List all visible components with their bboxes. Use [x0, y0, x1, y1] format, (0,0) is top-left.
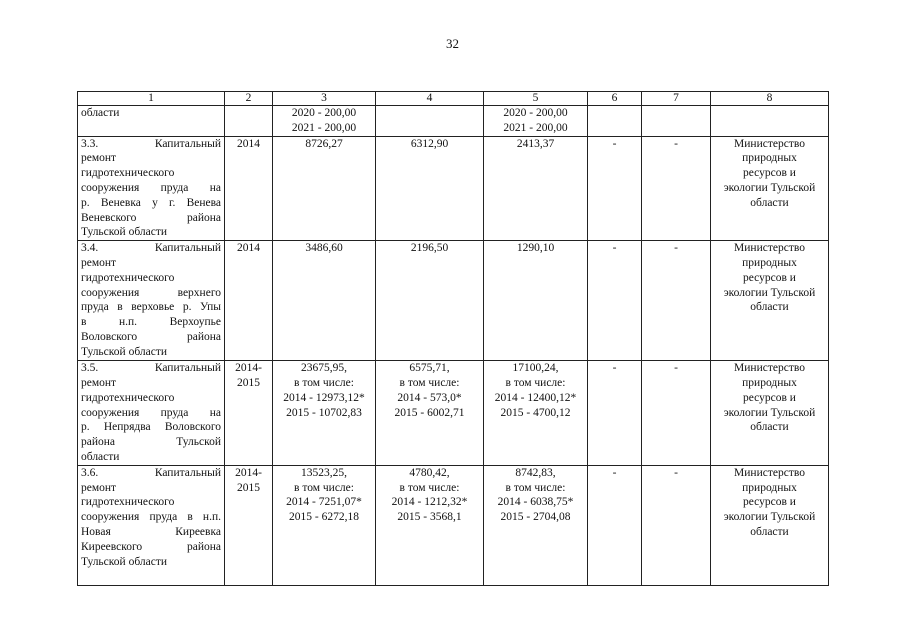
measure-name-cell-line: Киреевского района	[81, 540, 221, 553]
total-funding-cell-line: 8726,27	[305, 137, 343, 150]
responsible-executor-cell	[711, 136, 829, 241]
measure-name-cell	[78, 241, 225, 361]
regional-funding-cell-line: 8742,83,	[515, 466, 556, 479]
column-header-8: 8	[711, 92, 829, 106]
table-row	[78, 136, 829, 241]
total-funding-cell-line: 3486,60	[305, 242, 343, 255]
table-row	[78, 465, 829, 585]
federal-funding-cell-line: в том числе:	[399, 376, 460, 389]
total-funding-cell-line: 2014 - 12973,12*	[283, 391, 365, 404]
measure-name-cell-line: Новая Киреевка	[81, 525, 221, 538]
total-funding-cell	[273, 241, 376, 361]
header-row	[78, 92, 829, 106]
table-row	[78, 241, 829, 361]
responsible-executor-cell-line: природных	[742, 481, 797, 494]
measure-name-cell-line: Воловского района	[81, 330, 221, 343]
responsible-executor-cell-line: ресурсов и	[743, 391, 796, 404]
regional-funding-cell	[484, 361, 588, 466]
measure-name-cell-line: гидротехнического	[81, 391, 175, 404]
responsible-executor-cell-line: Министерство	[734, 242, 805, 255]
responsible-executor-cell-line: природных	[742, 152, 797, 165]
column-7-cell: -	[642, 465, 711, 585]
total-funding-cell	[273, 106, 376, 137]
responsible-executor-cell-line: области	[750, 525, 789, 538]
federal-funding-cell	[376, 465, 484, 585]
federal-funding-cell-line: в том числе:	[399, 481, 460, 494]
column-header-3: 3	[273, 92, 376, 106]
federal-funding-cell-line: 6312,90	[410, 137, 449, 150]
total-funding-cell	[273, 361, 376, 466]
measure-name-cell-line: сооружения пруда в н.п.	[81, 511, 221, 524]
responsible-executor-cell-line: области	[750, 421, 789, 434]
period-cell	[225, 241, 273, 361]
regional-funding-cell-line: 2413,37	[516, 137, 555, 150]
measure-name-cell-line: сооружения пруда на	[81, 406, 221, 419]
total-funding-cell-line: в том числе:	[294, 376, 354, 389]
responsible-executor-cell	[711, 106, 829, 137]
period-cell-line: 2014-	[235, 466, 262, 479]
total-funding-cell-line: 2014 - 7251,07*	[286, 496, 362, 509]
regional-funding-cell-line: 17100,24,	[512, 362, 559, 375]
measure-name-cell-line: 3.6. Капитальный	[81, 466, 221, 479]
measure-name-cell-line: ремонт	[81, 152, 117, 165]
responsible-executor-cell-line: Министерство	[734, 466, 805, 479]
period-cell-line: 2014	[237, 137, 260, 150]
regional-funding-cell	[484, 465, 588, 585]
column-header-6: 6	[588, 92, 642, 106]
measure-name-cell	[78, 106, 225, 137]
measure-name-cell-line: Тульской области	[81, 555, 168, 568]
responsible-executor-cell-line: экологии Тульской	[723, 286, 816, 299]
federal-funding-cell-line: 6575,71,	[409, 362, 450, 375]
table-row	[78, 106, 829, 137]
period-cell	[225, 361, 273, 466]
measure-name-cell-line: пруда в верховье р. Упы	[81, 301, 221, 314]
measure-name-cell-line: р. Непрядва Воловского	[81, 421, 221, 434]
total-funding-cell	[273, 465, 376, 585]
measure-name-cell-line: 3.5. Капитальный	[81, 362, 221, 375]
column-header-7: 7	[642, 92, 711, 106]
measure-name-cell-line: района Тульской	[81, 436, 221, 449]
column-6-cell: -	[588, 241, 642, 361]
table-body	[78, 106, 829, 586]
measure-name-cell-line: сооружения верхнего	[81, 286, 221, 299]
column-7-cell: -	[642, 241, 711, 361]
total-funding-cell-line: 2015 - 10702,83	[286, 406, 362, 419]
federal-funding-cell-line: 2014 - 573,0*	[397, 391, 462, 404]
column-header-1: 1	[78, 92, 225, 106]
regional-funding-cell	[484, 241, 588, 361]
measure-name-cell-line: гидротехнического	[81, 167, 175, 180]
period-cell-line: 2014	[237, 242, 260, 255]
federal-funding-cell-line: 2196,50	[410, 242, 449, 255]
period-cell-line: 2015	[237, 376, 260, 389]
federal-funding-cell	[376, 106, 484, 137]
measure-name-cell-line: 3.3. Капитальный	[81, 137, 221, 150]
measure-name-cell-line: сооружения пруда на	[81, 181, 221, 194]
period-cell	[225, 465, 273, 585]
table-row	[78, 361, 829, 466]
responsible-executor-cell-line: Министерство	[734, 137, 805, 150]
total-funding-cell-line: 2015 - 6272,18	[289, 511, 359, 524]
measure-name-cell-line: области	[81, 450, 120, 463]
federal-funding-cell-line: 2015 - 3568,1	[397, 511, 462, 524]
regional-funding-cell-line: в том числе:	[505, 481, 566, 494]
measure-name-cell-line: области	[81, 107, 120, 119]
measure-name-cell-line: ремонт	[81, 481, 117, 494]
responsible-executor-cell-line: природных	[742, 256, 797, 269]
column-6-cell: -	[588, 361, 642, 466]
column-header-5: 5	[484, 92, 588, 106]
responsible-executor-cell-line: экологии Тульской	[723, 181, 816, 194]
regional-funding-cell-line: 2014 - 6038,75*	[497, 496, 574, 509]
measure-name-cell-line: в н.п. Верхоупье	[81, 316, 221, 329]
total-funding-cell-line: 23675,95,	[301, 362, 347, 375]
regional-funding-cell-line: 2020 - 200,00	[503, 107, 568, 119]
responsible-executor-cell-line: области	[750, 196, 789, 209]
regional-funding-cell-line: 2015 - 4700,12	[500, 406, 571, 419]
measure-name-cell-line: р. Веневка у г. Венева	[81, 196, 221, 209]
regional-funding-cell	[484, 106, 588, 137]
responsible-executor-cell	[711, 361, 829, 466]
measure-name-cell-line: гидротехнического	[81, 271, 175, 284]
responsible-executor-cell-line: природных	[742, 376, 797, 389]
responsible-executor-cell-line: ресурсов и	[743, 167, 796, 180]
column-6-cell: -	[588, 136, 642, 241]
regional-funding-cell	[484, 136, 588, 241]
column-7-cell: -	[642, 136, 711, 241]
regional-funding-cell-line: 1290,10	[516, 242, 555, 255]
regional-funding-cell-line: 2014 - 12400,12*	[494, 391, 577, 404]
federal-funding-cell	[376, 136, 484, 241]
period-cell	[225, 106, 273, 137]
responsible-executor-cell-line: области	[750, 301, 789, 314]
measure-name-cell	[78, 465, 225, 585]
measure-name-cell-line: ремонт	[81, 376, 117, 389]
measure-name-cell	[78, 361, 225, 466]
federal-funding-cell-line: 2014 - 1212,32*	[391, 496, 468, 509]
measure-name-cell	[78, 136, 225, 241]
column-7-cell	[642, 106, 711, 137]
federal-funding-cell-line: 2015 - 6002,71	[394, 406, 465, 419]
responsible-executor-cell-line: ресурсов и	[743, 496, 796, 509]
measure-name-cell-line: Тульской области	[81, 345, 168, 358]
period-cell-line: 2014-	[235, 362, 262, 375]
responsible-executor-cell	[711, 241, 829, 361]
measure-name-cell-line: Тульской области	[81, 226, 168, 239]
total-funding-cell-line: в том числе:	[294, 481, 354, 494]
responsible-executor-cell-line: Министерство	[734, 362, 805, 375]
total-funding-cell-line: 13523,25,	[301, 466, 347, 479]
total-funding-cell-line: 2021 - 200,00	[291, 121, 357, 134]
measure-name-cell-line: гидротехнического	[81, 496, 175, 509]
column-7-cell: -	[642, 361, 711, 466]
regional-funding-cell-line: в том числе:	[505, 376, 566, 389]
column-header-2: 2	[225, 92, 273, 106]
total-funding-cell	[273, 136, 376, 241]
measure-name-cell-line: 3.4. Капитальный	[81, 242, 221, 255]
measure-name-cell-line: ремонт	[81, 256, 117, 269]
program-table	[77, 91, 829, 586]
column-6-cell	[588, 106, 642, 137]
federal-funding-cell	[376, 241, 484, 361]
regional-funding-cell-line: 2015 - 2704,08	[500, 511, 571, 524]
regional-funding-cell-line: 2021 - 200,00	[503, 121, 568, 134]
period-cell-line: 2015	[237, 481, 260, 494]
federal-funding-cell	[376, 361, 484, 466]
responsible-executor-cell	[711, 465, 829, 585]
page-number: 32	[446, 36, 459, 51]
federal-funding-cell-line: 4780,42,	[409, 466, 450, 479]
period-cell	[225, 136, 273, 241]
measure-name-cell-line: Веневского района	[81, 211, 221, 224]
responsible-executor-cell-line: ресурсов и	[743, 271, 796, 284]
column-header-4: 4	[376, 92, 484, 106]
column-6-cell: -	[588, 465, 642, 585]
total-funding-cell-line: 2020 - 200,00	[291, 107, 357, 119]
responsible-executor-cell-line: экологии Тульской	[723, 406, 816, 419]
responsible-executor-cell-line: экологии Тульской	[723, 511, 816, 524]
